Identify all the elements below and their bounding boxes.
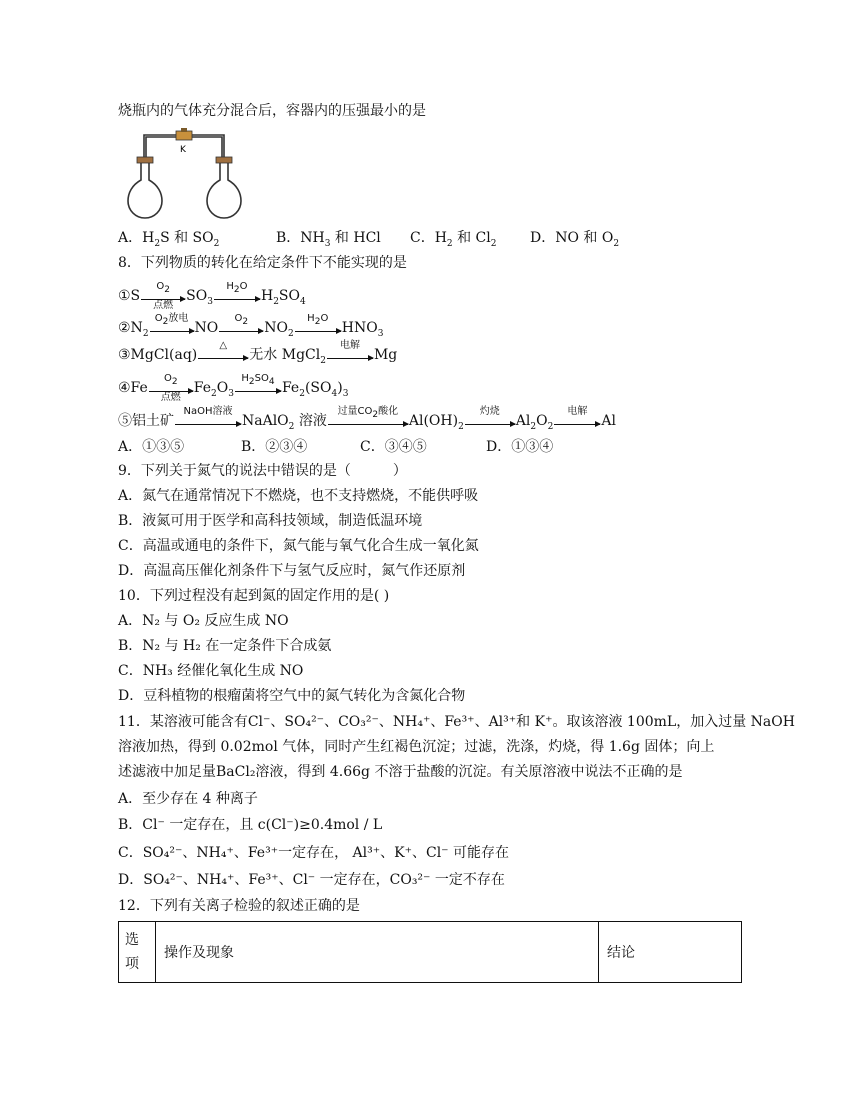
reaction-arrow: $H_2O$	[295, 321, 341, 332]
reaction-arrow: $O_2$放电	[150, 321, 194, 332]
q10-option-c[interactable]: C．NH₃ 经催化氧化生成 NO	[118, 663, 304, 679]
q10-stem: 10．下列过程没有起到氮的固定作用的是( )	[118, 588, 390, 604]
reaction-arrow: $O_2$ 点燃	[149, 381, 193, 392]
q8-route-5: ⑤铝土矿 NaOH溶液 NaAlO$_2$ 溶液 过量$CO_2$酸化 $Al(OH)_2$ 灼烧 $Al_2O_2$ 电解 Al	[118, 406, 616, 432]
q11-stem-line-2: 溶液加热，得到 0.02mol 气体，同时产生红褐色沉淀；过滤，洗涤，灼烧，得 1.6g 固体；向上	[118, 739, 715, 755]
q7-option-a[interactable]: A．$H_2S$ 和 $SO_2$	[118, 230, 220, 249]
q9-stem: 9．下列关于氮气的说法中错误的是（ ）	[118, 463, 407, 479]
reaction-arrow: $O_2$	[219, 321, 263, 332]
reaction-arrow: NaOH溶液	[175, 414, 241, 425]
table-header-option: 选项	[119, 922, 156, 983]
q10-option-d[interactable]: D．豆科植物的根瘤菌将空气中的氮气转化为含氮化合物	[118, 688, 466, 704]
q9-option-d[interactable]: D．高温高压催化剂条件下与氢气反应时，氮气作还原剂	[118, 563, 466, 579]
q10-option-b[interactable]: B．N₂ 与 H₂ 在一定条件下合成氨	[118, 638, 332, 654]
q11-option-c[interactable]: C．SO₄²⁻、NH₄⁺、Fe³⁺一定存在， Al³⁺、K⁺、Cl⁻ 可能存在	[118, 845, 510, 861]
q9-option-a[interactable]: A．氮气在通常情况下不燃烧，也不支持燃烧，不能供呼吸	[118, 488, 479, 504]
flask-apparatus-figure	[124, 125, 244, 225]
q9-option-b[interactable]: B．液氮可用于医学和高科技领域，制造低温环境	[118, 513, 423, 529]
table-header-operation: 操作及现象	[156, 922, 599, 983]
reaction-arrow: 电解	[554, 414, 600, 425]
q11-option-b[interactable]: B．Cl⁻ 一定存在，且 c(Cl⁻)≥0.4mol / L	[118, 817, 383, 833]
q7-options	[118, 228, 619, 248]
q8-option-c[interactable]: C．③④⑤	[360, 439, 427, 455]
q7-option-c[interactable]: C．$H_2$ 和 $Cl_2$	[410, 230, 497, 249]
q8-option-d[interactable]: D．①③④	[486, 439, 554, 455]
q8-route-3: ③MgCl(aq) △ 无水 MgCl$_2$ 电解 Mg	[118, 340, 398, 366]
q11-stem-line-1: 11．某溶液可能含有Cl⁻、SO₄²⁻、CO₃²⁻、NH₄⁺、Fe³⁺、Al³⁺和 K⁺。取该溶液 100mL，加入过量 NaOH	[118, 714, 795, 730]
table-header-conclusion: 结论	[599, 922, 742, 983]
q7-option-b[interactable]: B．$NH_3$ 和 HCl	[276, 230, 381, 249]
q7-option-d[interactable]: D．NO 和 $O_2$	[530, 230, 620, 249]
reaction-arrow: $O_2$ 点燃	[141, 289, 185, 300]
reaction-arrow: 过量$CO_2$酸化	[328, 414, 408, 425]
reaction-arrow: △	[198, 348, 248, 359]
reaction-arrow: $H_2O$	[214, 289, 260, 300]
q8-option-b[interactable]: B．②③④	[241, 439, 308, 455]
q10-option-a[interactable]: A．N₂ 与 O₂ 反应生成 NO	[118, 613, 289, 629]
q8-options	[118, 437, 553, 457]
reaction-arrow: 灼烧	[465, 414, 515, 425]
q8-route-2: $②N_2$ $O_2$放电 NO $O_2$ $NO_2$ $H_2O$ $HNO_3$	[118, 313, 384, 339]
q7-stem: 烧瓶内的气体充分混合后，容器内的压强最小的是	[118, 103, 426, 119]
q8-route-4: ④Fe $O_2$ 点燃 $Fe_2O_3$ $H_2SO_4$ $Fe_2(SO_4)_3$	[118, 373, 349, 403]
table-header-row	[119, 922, 742, 983]
q11-option-a[interactable]: A．至少存在 4 种离子	[118, 791, 258, 807]
q8-route-1: ①S $O_2$ 点燃 $SO_3$ $H_2O$ $H_2SO_4$	[118, 281, 306, 311]
q8-option-a[interactable]: A．①③⑤	[118, 439, 185, 455]
q12-stem: 12．下列有关离子检验的叙述正确的是	[118, 898, 360, 914]
valve-label: K	[180, 145, 186, 155]
reaction-arrow: 电解	[327, 348, 373, 359]
q9-option-c[interactable]: C．高温或通电的条件下，氮气能与氧气化合生成一氧化氮	[118, 538, 479, 554]
reaction-arrow: $H_2SO_4$	[235, 381, 281, 392]
q11-stem-line-3: 述滤液中加足量BaCl₂溶液，得到 4.66g 不溶于盐酸的沉淀。有关原溶液中说法不正确的是	[118, 764, 683, 780]
q11-option-d[interactable]: D．SO₄²⁻、NH₄⁺、Fe³⁺、Cl⁻ 一定存在，CO₃²⁻ 一定不存在	[118, 872, 505, 888]
q12-table	[118, 921, 742, 983]
q8-stem: 8．下列物质的转化在给定条件下不能实现的是	[118, 255, 407, 271]
